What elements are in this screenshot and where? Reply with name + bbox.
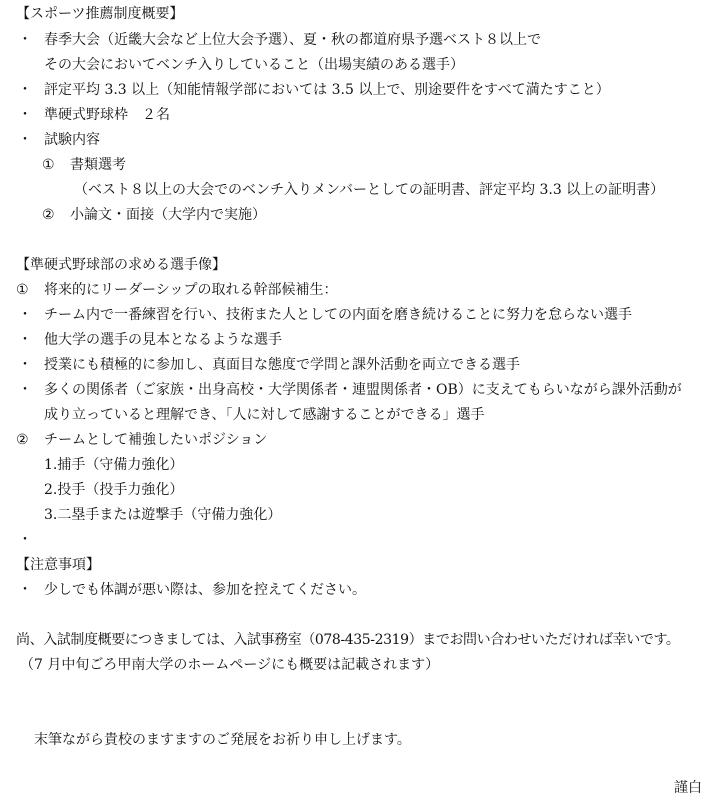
exam-essay-interview: 小論文・面接（大学内で実施） [70,207,266,223]
bullet-marker: ・ [18,82,32,98]
requirement-tournament-line2: その大会においてベンチ入りしていること（出場実績のある選手） [44,57,464,73]
position-pitcher: 2.投手（投手力強化） [44,482,184,498]
requirement-grade-average: 評定平均 3.3 以上（知能情報学部においては 3.5 以上で、別途要件をすべて満たすこと） [44,82,610,98]
requirement-quota: 準硬式野球枠 ２名 [44,107,170,123]
section-heading-desired-player: 【準硬式野球部の求める選手像】 [16,257,226,273]
desired-leadership-candidate: 将来的にリーダーシップの取れる幹部候補生： [44,282,338,298]
exam-document-note: （ベスト８以上の大会でのベンチ入りメンバーとしての証明書、評定平均 3.3 以上の証明書） [74,182,665,198]
contact-homepage-note: （7 月中旬ごろ甲南大学のホームページにも概要は記載されます） [20,657,440,673]
contact-admissions-office: 尚、入試制度概要につきましては、入試事務室（078-435-2319）までお問い合わせいただければ幸いです。 [16,632,680,648]
bullet-marker: ・ [18,532,32,548]
bullet-marker: ・ [18,582,32,598]
position-catcher: 1.捕手（守備力強化） [44,457,184,473]
exam-content-label: 試験内容 [44,132,100,148]
bullet-marker: ・ [18,332,32,348]
bullet-marker: ・ [18,107,32,123]
list-item-number: ② [16,432,29,448]
closing-remark: 末筆ながら貴校のますますのご発展をお祈り申し上げます。 [34,732,411,748]
bullet-marker: ・ [18,382,32,398]
desired-positions-label: チームとして補強したいポジション [44,432,268,448]
exam-document-screening: 書類選考 [70,157,126,173]
exam-item-number: ② [42,207,55,223]
bullet-marker: ・ [18,132,32,148]
section-heading-notes: 【注意事項】 [16,557,100,573]
section-heading-sports-recommendation: 【スポーツ推薦制度概要】 [16,6,184,22]
desired-trait-role-model: 他大学の選手の見本となるような選手 [44,332,282,348]
bullet-marker: ・ [18,307,32,323]
desired-trait-gratitude-line2: 成り立っていると理解でき、「人に対して感謝することができる」選手 [44,407,485,423]
bullet-marker: ・ [18,32,32,48]
position-infielder: 3.二塁手または遊撃手（守備力強化） [44,507,282,523]
desired-trait-academics: 授業にも積極的に参加し、真面目な態度で学問と課外活動を両立できる選手 [44,357,520,373]
bullet-marker: ・ [18,357,32,373]
note-health: 少しでも体調が悪い際は、参加を控えてください。 [44,582,366,598]
exam-item-number: ① [42,157,55,173]
desired-trait-practice: チーム内で一番練習を行い、技術また人としての内面を磨き続けることに努力を怠らない選手 [44,307,632,323]
requirement-tournament-line1: 春季大会（近畿大会など上位大会予選）、夏・秋の都道府県予選ベスト８以上で [44,32,541,48]
closing-signature: 謹白 [674,780,702,796]
desired-trait-gratitude-line1: 多くの関係者（ご家族・出身高校・大学関係者・連盟関係者・OB）に支えてもらいながら課外活動が [44,382,682,398]
list-item-number: ① [16,282,29,298]
